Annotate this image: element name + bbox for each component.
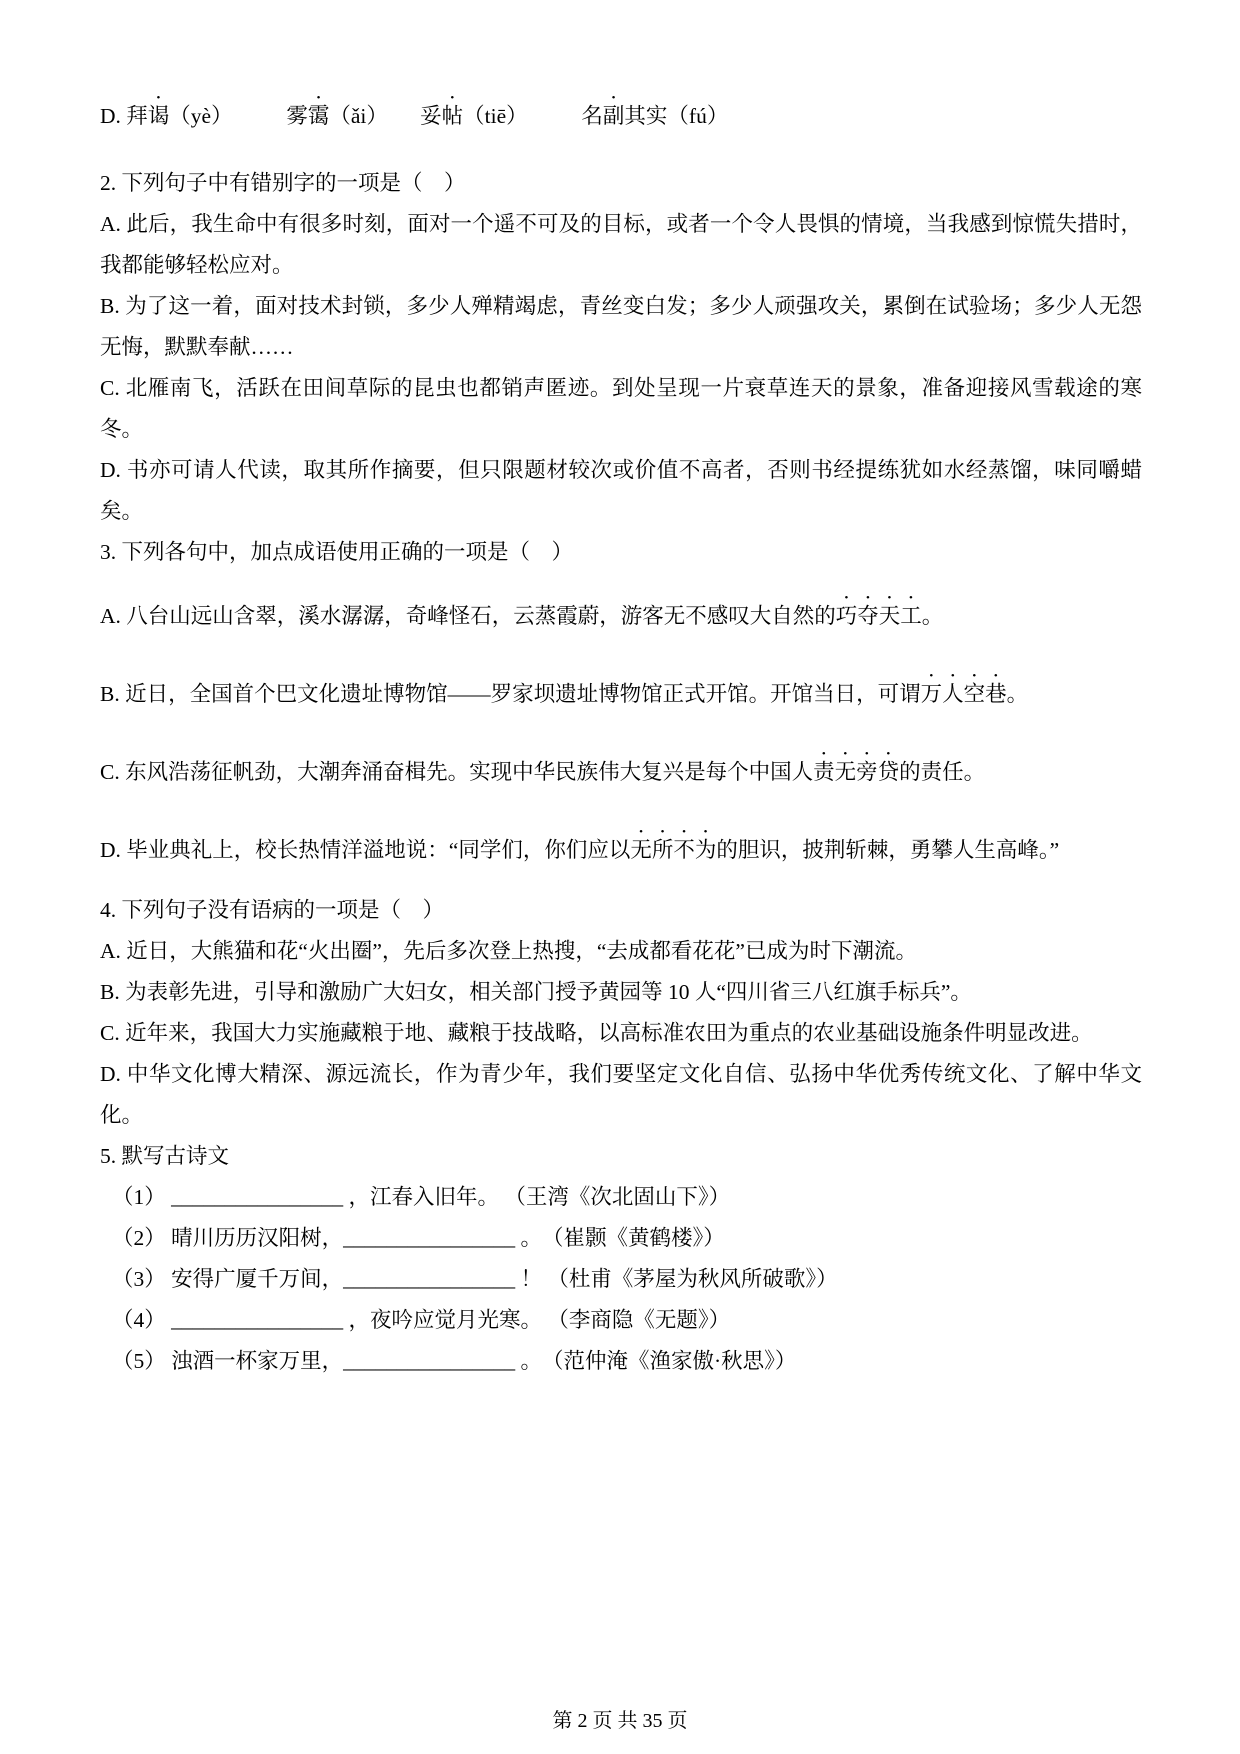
q3-option-b: B. 近日，全国首个巴文化遗址博物馆——罗家坝遗址博物馆正式开馆。开馆当日，可谓万人空巷。 [100,682,1029,706]
q5-item-1: （1） ________________ ，江春入旧年。 （王湾《次北固山下》） [112,1185,731,1209]
q2-option-b: B. 为了这一着，面对技术封锁，多少人殚精竭虑，青丝变白发；多少人顽强攻关，累倒在试验场；多少人无怨无悔，默默奉献…… [100,294,1142,359]
q1-option-d: D. 拜谒（yè） 雾霭（ǎi） 妥帖（tiē） 名副其实（fú） [100,104,729,128]
emphasis-dotted-text: 责无旁贷 [813,760,900,784]
q3-option-d: D. 毕业典礼上，校长热情洋溢地说：“同学们，你们应以无所不为的胆识，披荆斩棘，勇攀人生高峰。” [100,838,1060,862]
q3-option-c: C. 东风浩荡征帆劲，大潮奔涌奋楫先。实现中华民族伟大复兴是每个中国人责无旁贷的责任。 [100,760,986,784]
q5-title: 5. 默写古诗文 [100,1144,230,1168]
emphasis-dotted-text: 无所不为 [630,838,717,862]
q2-option-c: C. 北雁南飞，活跃在田间草际的昆虫也都销声匿迹。到处呈现一片衰草连天的景象，准备迎接风雪载途的寒冬。 [100,376,1142,441]
emphasis-dotted-text: 谒 [147,104,170,128]
q5-item-4: （4） ________________ ，夜吟应觉月光寒。 （李商隐《无题》） [112,1308,731,1332]
q3-option-a: A. 八台山远山含翠，溪水潺潺，奇峰怪石，云蒸霞蔚，游客无不感叹大自然的巧夺天工。 [100,604,944,628]
q2-option-a: A. 此后，我生命中有很多时刻，面对一个遥不可及的目标，或者一个令人畏惧的情境，当我感到惊慌失措时，我都能够轻松应对。 [100,212,1142,277]
document-body [100,92,1142,1382]
q4-option-a: A. 近日，大熊猫和花“火出圈”，先后多次登上热搜，“去成都看花花”已成为时下潮流。 [100,939,917,963]
emphasis-dotted-text: 霭 [307,104,330,128]
q4-title: 4. 下列句子没有语病的一项是（ ） [100,898,445,922]
q5-item-5: （5） 浊酒一杯家万里，________________ 。 （范仲淹《渔家傲·秋思》） [112,1349,797,1373]
page-number-text: 第 2 页 共 35 页 [552,1710,688,1732]
q5-item-3: （3） 安得广厦千万间，________________ ！ （杜甫《茅屋为秋风所破歌》） [112,1267,838,1291]
q3-title: 3. 下列各句中，加点成语使用正确的一项是（ ） [100,540,574,564]
emphasis-dotted-text: 万人空巷 [920,682,1007,706]
emphasis-dotted-text: 巧夺天工 [835,604,922,628]
q2-title: 2. 下列句子中有错别字的一项是（ ） [100,171,466,195]
q4-option-c: C. 近年来，我国大力实施藏粮于地、藏粮于技战略，以高标准农田为重点的农业基础设施条件明显改进。 [100,1021,1093,1045]
q4-option-b: B. 为表彰先进，引导和激励广大妇女，相关部门授予黄园等 10 人“四川省三八红旗手标兵”。 [100,980,972,1004]
page-footer [0,1708,1240,1734]
emphasis-dotted-text: 副 [602,104,625,128]
q4-option-d: D. 中华文化博大精深、源远流长，作为青少年，我们要坚定文化自信、弘扬中华优秀传统文化、了解中华文化。 [100,1062,1142,1127]
emphasis-dotted-text: 帖 [441,104,464,128]
q2-option-d: D. 书亦可请人代读，取其所作摘要，但只限题材较次或价值不高者，否则书经提练犹如水经蒸馏，味同嚼蜡矣。 [100,458,1142,523]
q5-item-2: （2） 晴川历历汉阳树，________________ 。 （崔颢《黄鹤楼》） [112,1226,725,1250]
